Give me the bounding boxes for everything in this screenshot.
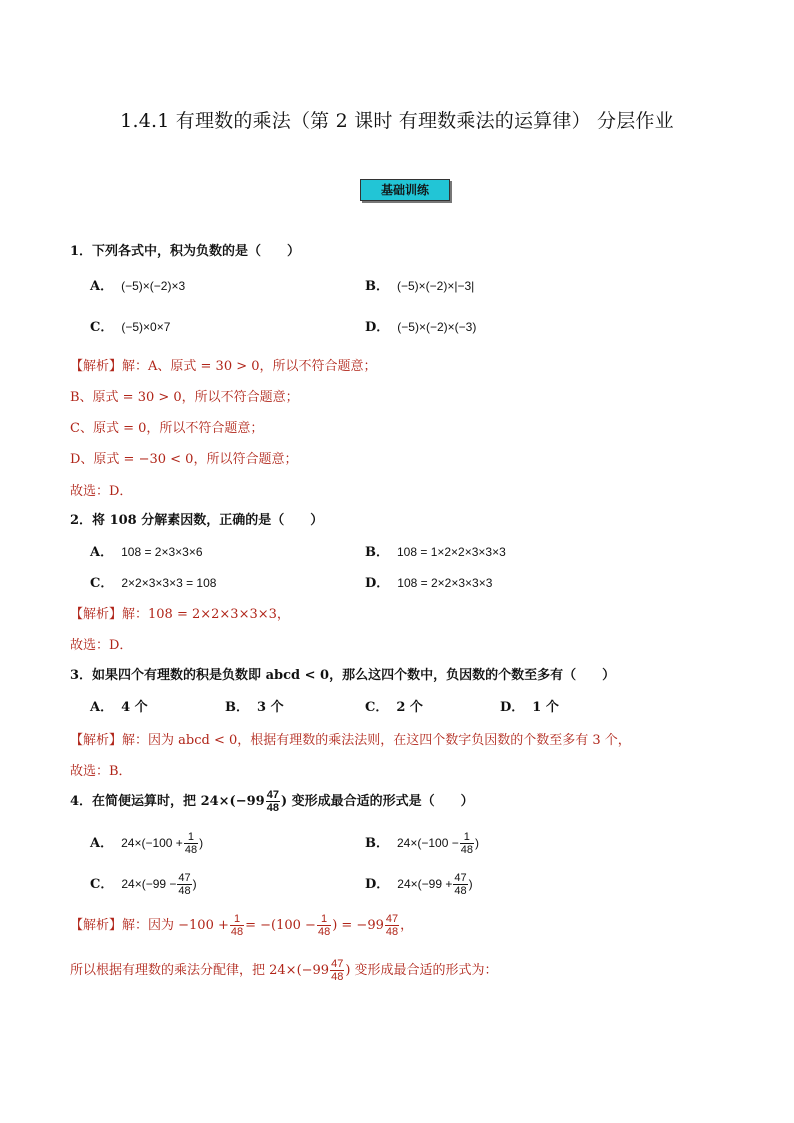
q2-analysis-line: 故选：D． bbox=[70, 638, 133, 653]
fraction: $\frac{1}{48}$ bbox=[317, 913, 331, 938]
question-2-stem: 2．将 108 分解素因数，正确的是（ ） bbox=[70, 513, 324, 528]
q1-analysis-line: 【解析】解：A、原式 = 30 > 0，所以不符合题意； bbox=[70, 359, 377, 374]
fraction: $\frac{47}{48}$ bbox=[385, 913, 399, 938]
q3-analysis-line: 故选：B． bbox=[70, 764, 132, 779]
fraction: $\frac{47}{48}$ bbox=[331, 958, 344, 983]
q4-analysis-line: 所以根据有理数的乘法分配律，把 24×(−99 $\frac{47}{48}$ ) 变形成最合适的形式为： bbox=[70, 958, 498, 983]
q2-option-d[interactable]: D． 108 = 2×2×3×3×3 bbox=[365, 576, 493, 591]
q1-analysis-line: 故选：D． bbox=[70, 484, 133, 499]
question-3-stem: 3．如果四个有理数的积是负数即 abcd < 0，那么这四个数中，负因数的个数至多有（ ） bbox=[70, 668, 616, 683]
q4-option-d[interactable]: D． 24×(−99 + $\frac{47}{48}$ ) bbox=[365, 872, 473, 897]
page-title: 1.4.1 有理数的乘法（第 2 课时 有理数乘法的运算律） 分层作业 bbox=[120, 110, 674, 132]
q1-option-a[interactable]: A． (−5)×(−2)×3 bbox=[90, 279, 186, 294]
fraction: $\frac{1}{48}$ bbox=[230, 913, 244, 938]
q4-option-a[interactable]: A． 24×(−100 + $\frac{1}{48}$ ) bbox=[90, 831, 204, 856]
q2-option-c[interactable]: C． 2×2×3×3×3 = 108 bbox=[90, 576, 217, 591]
q1-analysis-line: B、原式 = 30 > 0，所以不符合题意； bbox=[70, 390, 299, 405]
q3-option-d[interactable]: D． 1 个 bbox=[500, 700, 559, 715]
q1-analysis-line: D、原式 = −30 < 0，所以符合题意； bbox=[70, 452, 298, 467]
q2-option-a[interactable]: A． 108 = 2×3×3×6 bbox=[90, 545, 203, 560]
section-badge: 基础训练 bbox=[360, 179, 450, 201]
q1-option-d[interactable]: D． (−5)×(−2)×(−3) bbox=[365, 320, 477, 335]
q3-option-c[interactable]: C． 2 个 bbox=[365, 700, 423, 715]
q3-option-b[interactable]: B． 3 个 bbox=[225, 700, 284, 715]
q4-option-c[interactable]: C． 24×(−99 − $\frac{47}{48}$ ) bbox=[90, 872, 197, 897]
question-4-stem: 4．在简便运算时，把 24×(−99 $\frac{47}{48}$ ) 变形成最合适的形式是（ ） bbox=[70, 789, 474, 814]
fraction: $\frac{47}{48}$ bbox=[454, 872, 467, 897]
q1-option-b[interactable]: B． (−5)×(−2)×|−3| bbox=[365, 279, 475, 294]
fraction: $\frac{1}{48}$ bbox=[460, 831, 473, 856]
q2-option-b[interactable]: B． 108 = 1×2×2×3×3×3 bbox=[365, 545, 506, 560]
q1-analysis-line: C、原式 = 0，所以不符合题意； bbox=[70, 421, 264, 436]
q3-option-a[interactable]: A． 4 个 bbox=[90, 700, 148, 715]
q3-analysis-line: 【解析】解：因为 abcd < 0，根据有理数的乘法法则，在这四个数字负因数的个数至多有 3 个， bbox=[70, 733, 631, 748]
question-1-stem: 1．下列各式中，积为负数的是（ ） bbox=[70, 244, 301, 259]
q4-option-b[interactable]: B． 24×(−100 − $\frac{1}{48}$ ) bbox=[365, 831, 479, 856]
fraction: $\frac{47}{48}$ bbox=[178, 872, 191, 897]
fraction: $\frac{1}{48}$ bbox=[184, 831, 198, 856]
q2-analysis-line: 【解析】解：108 = 2×2×3×3×3， bbox=[70, 607, 290, 622]
q4-analysis-line: 【解析】解：因为 −100 + $\frac{1}{48}$ = −(100 − $\frac{1}{48}$ ) = −99 $\frac{47}{48}$ ， bbox=[70, 913, 414, 938]
fraction: $\frac{47}{48}$ bbox=[266, 789, 279, 814]
q1-option-c[interactable]: C． (−5)×0×7 bbox=[90, 320, 171, 335]
